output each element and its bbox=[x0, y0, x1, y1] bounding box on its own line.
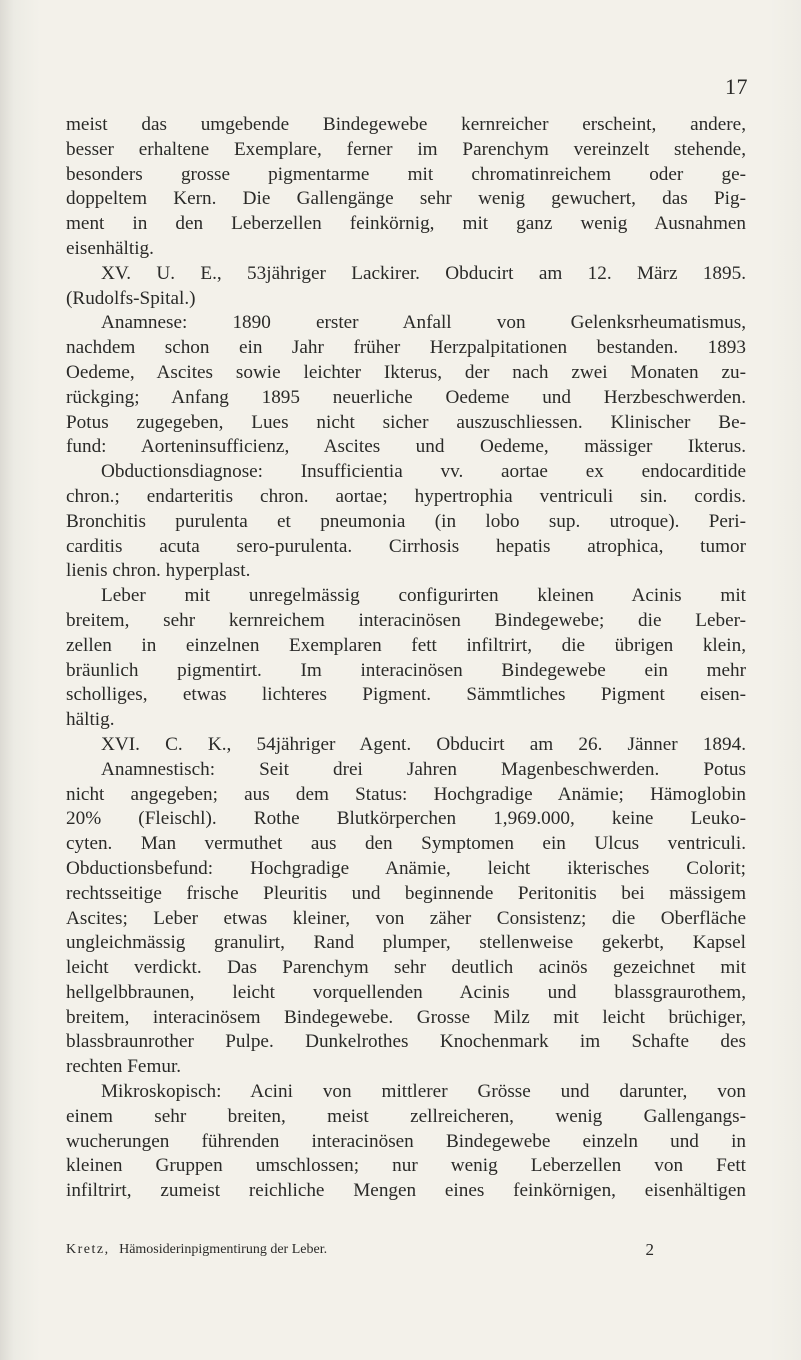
text-line: hellgelbbraunen, leicht vorquellenden Acinis und blassgraurothem, bbox=[66, 981, 746, 1003]
text-line: Bronchitis purulenta et pneumonia (in lobo sup. utroque). Peri- bbox=[66, 510, 746, 532]
text-line: bräunlich pigmentirt. Im interacinösen Bindegewebe ein mehr bbox=[66, 659, 746, 681]
text-line: besonders grosse pigmentarme mit chromatinreichem oder ge- bbox=[66, 163, 746, 185]
text-line: ungleichmässig granulirt, Rand plumper, stellenweise gekerbt, Kapsel bbox=[66, 932, 746, 954]
text-line: breitem, sehr kernreichem interacinösen Bindegewebe; die Leber- bbox=[66, 609, 746, 631]
footer-title: Hämosiderinpigmentirung der Leber. bbox=[119, 1242, 328, 1257]
text-line: blassbraunrother Pulpe. Dunkelrothes Knochenmark im Schafte des bbox=[66, 1031, 746, 1053]
text-line: ment in den Leberzellen feinkörnig, mit ganz wenig Ausnahmen bbox=[66, 213, 746, 235]
page-number: 17 bbox=[725, 74, 748, 99]
text-line: chron.; endarteritis chron. aortae; hypertrophia ventriculi sin. cordis. bbox=[66, 485, 746, 507]
text-line: infiltrirt, zumeist reichliche Mengen eines feinkörnigen, eisenhältigen bbox=[66, 1180, 746, 1202]
text-line: doppeltem Kern. Die Gallengänge sehr wenig gewuchert, das Pig- bbox=[66, 188, 746, 210]
text-line: nachdem schon ein Jahr früher Herzpalpitationen bestanden. 1893 bbox=[66, 337, 746, 359]
text-line: Potus zugegeben, Lues nicht sicher auszuschliessen. Klinischer Be- bbox=[66, 411, 746, 433]
body-text bbox=[66, 113, 746, 1204]
case-heading: XVI. C. K., 54jähriger Agent. Obducirt am 26. Jänner 1894. bbox=[101, 733, 746, 755]
text-line: cyten. Man vermuthet aus den Symptomen ein Ulcus ventriculi. bbox=[66, 833, 746, 855]
footer-author: Kretz, bbox=[66, 1242, 110, 1257]
text-line: besser erhaltene Exemplare, ferner im Parenchym vereinzelt stehende, bbox=[66, 138, 746, 160]
text-line: Ascites; Leber etwas kleiner, von zäher Consistenz; die Oberfläche bbox=[66, 907, 746, 929]
text-line: breitem, interacinösem Bindegewebe. Grosse Milz mit leicht brüchiger, bbox=[66, 1006, 746, 1028]
text-line: rechten Femur. bbox=[66, 1056, 182, 1078]
text-line: Oedeme, Ascites sowie leichter Ikterus, der nach zwei Monaten zu- bbox=[66, 361, 746, 383]
text-line: rückging; Anfang 1895 neuerliche Oedeme und Herzbeschwerden. bbox=[66, 386, 746, 408]
case-heading: XV. U. E., 53jähriger Lackirer. Obducirt am 12. März 1895. bbox=[101, 262, 746, 284]
text-line: kleinen Gruppen umschlossen; nur wenig Leberzellen von Fett bbox=[66, 1155, 746, 1177]
text-line: rechtsseitige frische Pleuritis und beginnende Peritonitis bei mässigem bbox=[66, 882, 746, 904]
page-footer bbox=[66, 1240, 746, 1260]
text-line: Anamnestisch: Seit drei Jahren Magenbeschwerden. Potus bbox=[101, 758, 746, 780]
text-line: meist das umgebende Bindegewebe kernreicher erscheint, andere, bbox=[66, 114, 746, 135]
text-line: leicht verdickt. Das Parenchym sehr deutlich acinös gezeichnet mit bbox=[66, 957, 746, 979]
text-line: Obductionsbefund: Hochgradige Anämie, leicht ikterisches Colorit; bbox=[66, 857, 746, 879]
text-line: Obductionsdiagnose: Insufficientia vv. aortae ex endocarditide bbox=[101, 461, 746, 483]
text-line: Mikroskopisch: Acini von mittlerer Grösse und darunter, von bbox=[101, 1081, 746, 1103]
text-line: einem sehr breiten, meist zellreicheren, wenig Gallengangs- bbox=[66, 1105, 746, 1127]
text-line: 20% (Fleischl). Rothe Blutkörperchen 1,969.000, keine Leuko- bbox=[66, 808, 746, 830]
text-line: fund: Aorteninsufficienz, Ascites und Oedeme, mässiger Ikterus. bbox=[66, 436, 746, 458]
text-line: hältig. bbox=[66, 709, 115, 731]
text-line: scholliges, etwas lichteres Pigment. Sämmtliches Pigment eisen- bbox=[66, 684, 746, 706]
text-line: lienis chron. hyperplast. bbox=[66, 560, 251, 582]
text-line: nicht angegeben; aus dem Status: Hochgradige Anämie; Hämoglobin bbox=[66, 783, 746, 805]
signature-mark: 2 bbox=[645, 1240, 654, 1259]
text-line: carditis acuta sero-purulenta. Cirrhosis hepatis atrophica, tumor bbox=[66, 535, 746, 557]
text-line: Anamnese: 1890 erster Anfall von Gelenksrheumatismus, bbox=[101, 312, 746, 334]
text-line: Leber mit unregelmässig configurirten kleinen Acinis mit bbox=[101, 585, 746, 607]
text-line: eisenhältig. bbox=[66, 237, 154, 259]
text-line: zellen in einzelnen Exemplaren fett infiltrirt, die übrigen klein, bbox=[66, 634, 746, 656]
text-line: wucherungen führenden interacinösen Bindegewebe einzeln und in bbox=[66, 1130, 746, 1152]
text-line: (Rudolfs-Spital.) bbox=[66, 287, 196, 309]
